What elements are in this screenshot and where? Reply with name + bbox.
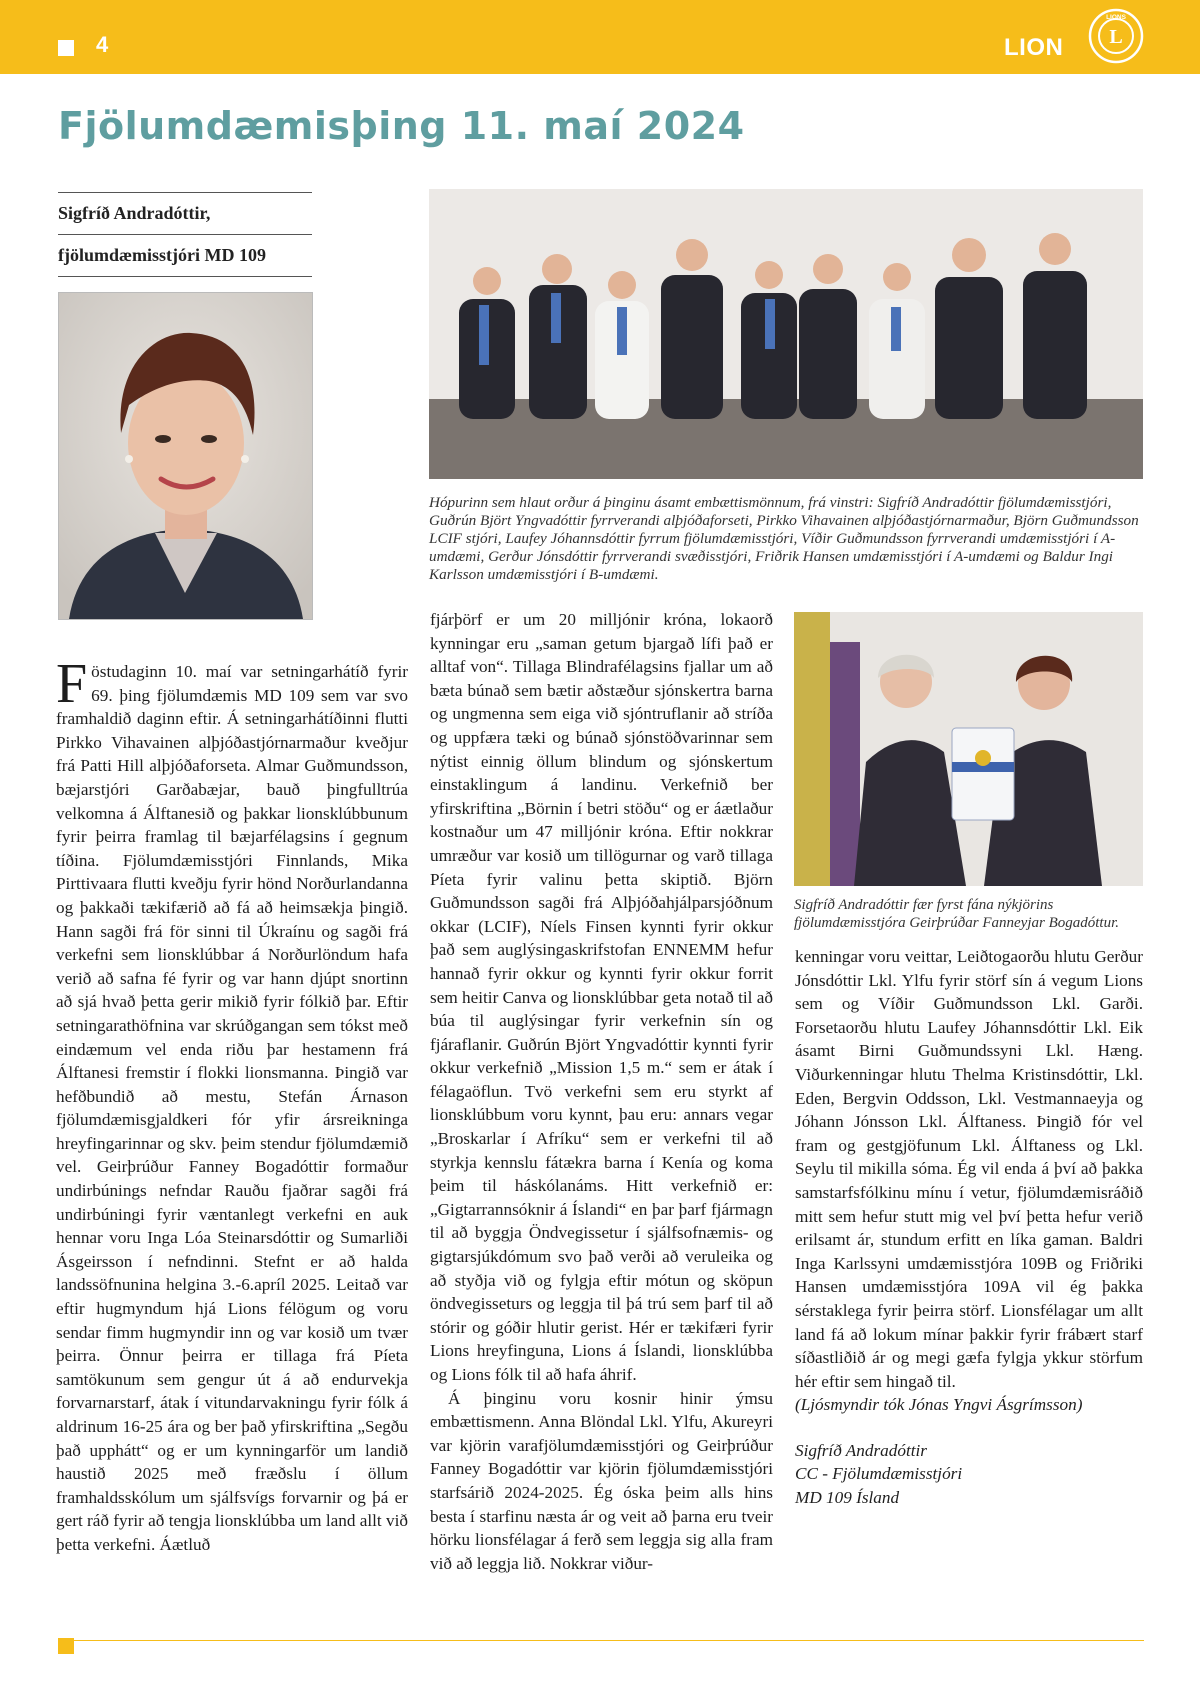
header-bar [0, 0, 1200, 74]
article-column-2 [430, 608, 773, 1575]
article-column-3 [795, 945, 1143, 1510]
magazine-name: LION [1004, 34, 1064, 61]
header-square-icon [58, 40, 74, 56]
flag-photo [794, 612, 1143, 886]
author-portrait [58, 292, 313, 620]
footer-square-icon [58, 1638, 74, 1654]
column-2-paragraph-2: Á þinginu voru kosnir hinir ýmsu embættismenn. Anna Blöndal Lkl. Ylfu, Akureyri var kjörin varafjölumdæmisstjóri og Geirþrúður Fanney Bogadóttir var kjörin fjölumdæmisstjóri starfsárið 2024-2025. Ég óska þeim alls hins besta í starfinu næsta ár og veit að þarna eru tveir hörku lionsfélagar á ferð sem leggja sig alla fram við að leggja lið. Nokkrar viður- [430, 1388, 773, 1573]
author-role: fjölumdæmisstjóri MD 109 [58, 245, 266, 265]
dropcap: F [56, 653, 88, 715]
signature-name: Sigfríð Andradóttir [795, 1440, 927, 1460]
svg-text:L: L [1109, 26, 1123, 48]
column-2-paragraph-1: fjárþörf er um 20 milljónir króna, lokaorð kynningar eru „saman getum bjargað lífi það er alltaf von“. Tillaga Blindrafélagsins fjallar um að bæta búnað sem bætir aðstæður sjónskertra barna og ungmenna sem eiga við sjóntruflanir að stríða og uppfæra tæki og búnað sjónstöðvarinnar sem nýtist einnig öllum blindum og sjónskertum einstaklingum á landinu. Verkefnið ber yfirskriftina „Börnin í betri stöðu“ og er áætlaður kostnaður um 47 milljónir króna. Eftir nokkrar umræður var kosið um tillögurnar og varð tillaga Píeta fyrir valinu þetta skiptið. Björn Guðmundsson sagði frá Alþjóðahjálparsjóðnum okkar (LCIF), Níels Finsen kynnti fyrir okkur það sem auglýsingaskrifstofan ENNEMM hefur hannað fyrir okkur og kynnti fyrir okkur forrit sem heitir Canva og lionsklúbbar geta notað til að búa til auglýsingar fyrir verkefnin sín og fjáraflanir. Guðrún Björt Yngvadóttir kynnti fyrir okkur verkefnið „Mission 1,5 m.“ sem er átak í félagaöflun. Tvö verkefni sem eru styrkt af lionsklúbbum voru kynnt, þau eru: annars vegar „Broskarlar í Afríku“ sem er verkefni til að styrkja kennslu fátækra barna í Kenía og koma þeim til háskólanáms. Hitt verkefnið er: „Gigtarrannsóknir á Íslandi“ en þar þarf fjármagn til að byggja Öndvegissetur í sjálfsofnæmis- og gigtarsjúkdómum svo það verði að veruleika og að styðja við og fylgja eftir mótun og sköpun öndvegisseturs og leggja til þá trú sem þarf til að stórir og góðir hlutir gerist. Hér er tækifæri fyrir Lions hreyfinguna, Lions á Íslandi, lionsklúbba og Lions fólk til að hafa áhrif. [430, 610, 773, 1384]
signature-role: CC - Fjölumdæmisstjóri [795, 1464, 963, 1484]
footer-rule [58, 1640, 1144, 1641]
flag-photo-caption: Sigfríð Andradóttir fær fyrst fána nýkjörins fjölumdæmisstjóra Geirþrúðar Fanneyjar Bogadóttur. [794, 897, 1120, 931]
photo-credit: (Ljósmyndir tók Jónas Yngvi Ásgrímsson) [795, 1395, 1083, 1415]
group-photo [429, 189, 1143, 479]
lions-logo-icon [1088, 8, 1144, 64]
signature-org: MD 109 Ísland [795, 1488, 900, 1508]
column-1-text: östudaginn 10. maí var setningarhátíð fyrir 69. þing fjölumdæmis MD 109 sem var svo framhaldið daginn eftir. Á setningarhátíðinni flutti Pirkko Vihavainen alþjóðastjórnarmaður kveðjur frá Patti Hill alþjóðaforseta. Almar Guðmundsson, bæjarstjóri Garðabæjar, bauð þingfulltrúa velkomna á Álftanesið og þakkar lionsklúbbunum fyrir þeirra framlag til bæjarfélagsins í gegnum tíðina. Fjölumdæmisstjóri Finnlands, Mika Pirttivaara flutti kveðju fyrir hönd Norðurlandanna og þakkaði tækifærið að fá að heimsækja þingið. Hann sagði frá för sinni til Úkraínu og sagði frá verkefni sem lionsklúbbar á Norðurlöndum hafa verið að safna fé fyrir og var hann djúpt snortinn að sjá hvað þetta gerir mikið fyrir fólkið þar. Eftir setningarathöfnina var skrúðgangan sem tókst með eindæmum vel enda riðu þar hestamenn frá Álftanesi fremstir í flokki lionsmanna. Þingið var hefðbundið að mestu, Stefán Árnason fjölumdæmisgjaldkeri fór yfir ársreikninga hreyfingarinnar og skv. þeim stendur fjölumdæmið vel. Geirþrúður Fanney Bogadóttir formaður undirbúnings nefndar Rauðu fjaðrar sagði frá undirbúningi fyrir væntanlegt verkefni en auk hennar voru Inga Lóa Steinarsdóttir og Sumarliði Ásgeirsson í nefndinni. Stefnt er að halda landssöfnunina helgina 3.-6.apríl 2025. Leitað var eftir hugmyndum hjá Lions félögum og voru sendar fimm hugmyndir inn og var kosið um tvær þeirra. Önnur þeirra er tillaga frá Píeta samtökunum sem gengur út á að endurvekja forvarnarstarf, átak í vitundarvakningu fyrir fólk á aldrinum 16-25 ára og ber það yfirskriftina „Segðu það upphátt“ og er um kynningarför um landið haustið 2025 með fræðslu í öllum framhaldsskólum um sjálfsvígs forvarnir og þá er gert ráð fyrir að tengja lionsklúbba um land allt við þetta verkefni. Áætluð [56, 662, 408, 1554]
page-number: 4 [96, 32, 109, 57]
author-name: Sigfríð Andradóttir, [58, 203, 211, 223]
group-photo-caption: Hópurinn sem hlaut orður á þinginu ásamt embættismönnum, frá vinstri: Sigfríð Andradóttir fjölumdæmisstjóri, Guðrún Björt Yngvadóttir fyrrverandi alþjóðaforseti, Pirkko Vihavainen alþjóðastjórnarmaður, Björn Guðmundsson LCIF stjóri, Laufey Jóhannsdóttir fyrrum fjölumdæmisstjóri, Víðir Guðmundsson fyrrverandi umdæmisstjóri í A-umdæmi, Gerður Jónsdóttir fyrrverandi svæðisstjóri, Friðrik Hansen umdæmisstjóri í A-umdæmi og Baldur Ingi Karlsson umdæmisstjóri í B-umdæmi. [429, 494, 1139, 583]
logo-text: LIONS [1106, 14, 1126, 21]
article-column-1 [56, 653, 408, 1557]
column-3-paragraph-1: kenningar voru veittar, Leiðtogaorðu hlutu Gerður Jónsdóttir Lkl. Ylfu fyrir störf sín á vegum Lions sem og Víðir Guðmundsson Lkl. Garði. Forsetaorðu hlutu Laufey Jóhannsdóttir Lkl. Eik ásamt Birni Guðmundssyni Lkl. Hæng. Viðurkenningar hlutu Thelma Kristinsdóttir, Lkl. Eden, Bergvin Oddsson, Lkl. Vestmannaeyja og Jóhann Jónsson Lkl. Álftaness. Þingið fór vel fram og gestgjöfunum Lkl. Álftaness og Lkl. Seylu til mikilla sóma. Ég vil enda á því að þakka samstarfsfólkinu mínu í vetur, fjölumdæmisráðið mitt sem hefur stutt mig vel því þetta hefur verið erilsamt ár, stundum erfitt en líka gaman. Baldri Inga Karlssyni umdæmisstjóra 109B og Friðriki Hansen umdæmisstjóra 109A vil ég þakka sérstaklega fyrir þeirra störf. Lionsfélagar um allt land fá að lokum mínar þakkir fyrir frábært starf síðastliðið ár og megi gæfa fylgja ykkur störfum hér eftir sem hingað til. [795, 947, 1143, 1391]
author-box [58, 192, 312, 277]
article-title: Fjölumdæmisþing 11. maí 2024 [58, 104, 745, 148]
